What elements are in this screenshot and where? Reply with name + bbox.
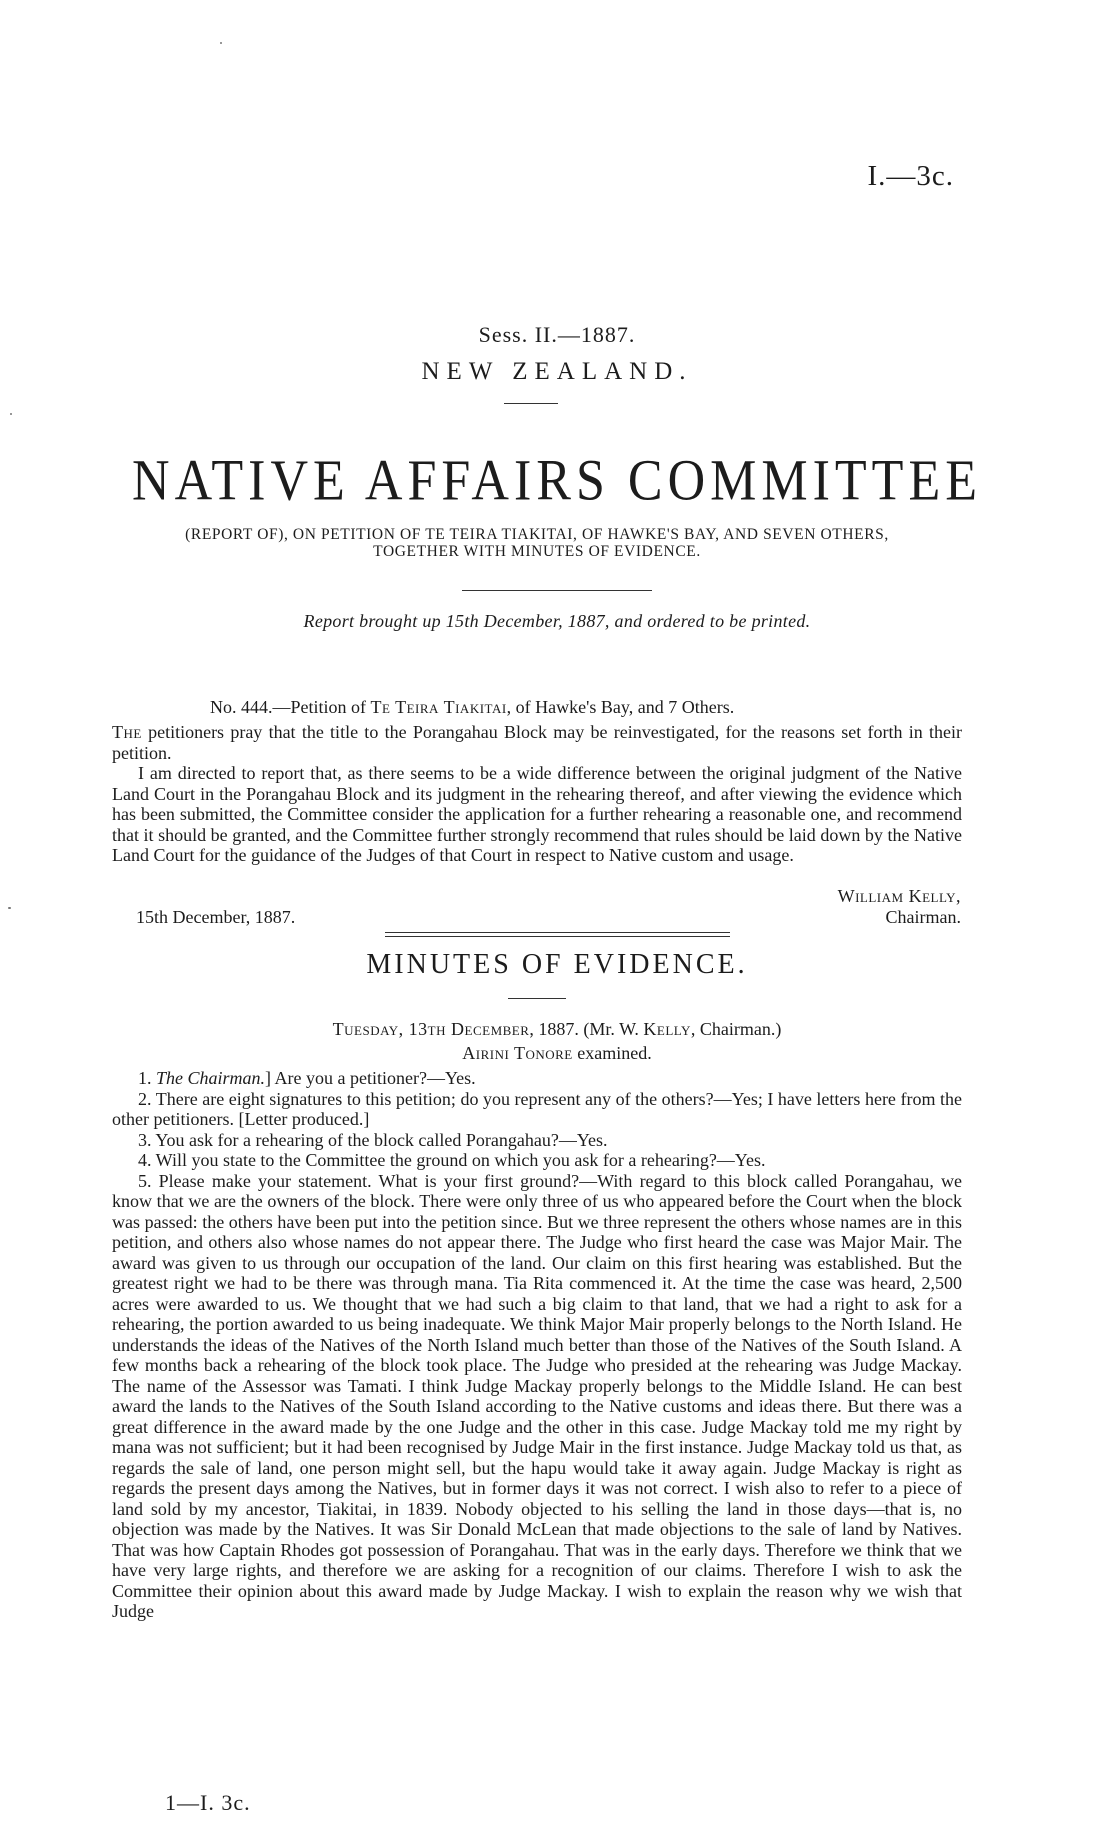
report-text: I am directed to report that, as there seems to be a wide difference between the original judgment of the Native Land Court in the Porangahau Block and its judgment in the rehearing thereof, and after viewing the evidence which has been submitted, the Committee consider the application for a further rehearing a reasonable one, and recommend that it should be granted, and the Committee further strongly recommend that rules should be laid down by the Native Land Court for the guidance of the Judges of that Court in respect to Native custom and usage. bbox=[112, 763, 962, 865]
page-reference: I.—3c. bbox=[867, 160, 954, 192]
scan-speck bbox=[10, 413, 12, 415]
question-text: ] Are you a petitioner?—Yes. bbox=[265, 1068, 476, 1088]
double-rule-bottom bbox=[385, 936, 730, 937]
divider-rule bbox=[504, 403, 558, 404]
prayer-text: petitioners pray that the title to the Porangahau Block may be reinvestigated, for the reasons set forth in their petition. bbox=[112, 722, 962, 763]
chairman-role: , Chairman.) bbox=[690, 1019, 782, 1039]
evidence-question: 3. You ask for a rehearing of the block called Porangahau?—Yes. bbox=[138, 1129, 608, 1150]
sitting-line bbox=[0, 1019, 1114, 1040]
report-note: Report brought up 15th December, 1887, and ordered to be printed. bbox=[303, 611, 811, 631]
witness-line bbox=[0, 1043, 1114, 1064]
document-subtitle bbox=[112, 526, 962, 560]
question-number: 1. bbox=[138, 1068, 156, 1088]
minutes-title: MINUTES OF EVIDENCE. bbox=[366, 949, 748, 980]
evidence-question: 5. Please make your statement. What is your first ground?—With regard to this block called Porangahau, we know that we are the owners of the block. There were only three of us who appeared before the Court when the block was passed: the others have been put into the petition since. But we three represent the others whose names are in this petition, and others also whose names do not appear there. The Judge who first heard the case was Major Mair. The award was given to us through our occupation of the land. Our claim on this first hearing was established. But the greatest right we had to be there was through mana. Tia Rita commenced it. At the time the case was heard, 2,500 acres were awarded to us. We thought that we had such a big claim to that land, that we had a right to ask for a rehearing, the portion awarded to us being inadequate. We think Major Mair properly belongs to the North Island. He understands the ideas of the Natives of the North Island much better than those of the Natives of the South Island. A few months back a rehearing of the block took place. The Judge who presided at the rehearing was Judge Mackay. The name of the Assessor was Tamati. I think Judge Mackay properly belongs to the Middle Island. He can best award the lands to the Natives of the South Island according to the Native customs and ideas there. But there was a great difference in the award made by the one Judge and the other in this case. Judge Mackay told me my right by mana was not sufficient; but it had been recognised by Judge Mair in the first instance. Judge Mackay told us that, as regards the sale of land, one person might sell, but the hapu would take it away again. Judge Mackay is right as regards the present days among the Natives, but in former days it was not correct. I wish also to refer to a piece of land sold by my ancestor, Tiakitai, in 1839. Nobody objected to his selling the land in those days—that is, no objection was made by the Natives. It was Sir Donald McLean that made objections to the sale of land by Natives. That was how Captain Rhodes got possession of Porangahau. That was in the early days. Therefore we think that we have very large rights, and therefore we are asking for a recognition of our claims. Therefore I wish to ask the Committee their opinion about this award made by Judge Mackay. I wish to explain the reason why we wish that Judge bbox=[112, 1170, 962, 1621]
evidence-question: 2. There are eight signatures to this petition; do you represent any of the others?—Yes; I have letters here from the other petitioners. [Letter produced.] bbox=[112, 1088, 962, 1129]
petitioner-name: Te Teira Tiakitai bbox=[370, 697, 507, 717]
petition-heading-prefix: No. 444.—Petition of bbox=[210, 697, 371, 717]
double-rule-top bbox=[385, 932, 730, 933]
subtitle-line: (REPORT OF), ON PETITION OF TE TEIRA TIAKITAI, OF HAWKE'S BAY, AND SEVEN OTHERS, bbox=[185, 526, 889, 543]
footer-reference: 1—I. 3c. bbox=[165, 1790, 251, 1815]
witness-status: examined. bbox=[572, 1043, 652, 1063]
evidence-question: 4. Will you state to the Committee the ground on which you ask for a rehearing?—Yes. bbox=[138, 1150, 766, 1170]
scan-speck bbox=[8, 907, 11, 909]
petition-heading-suffix: , of Hawke's Bay, and 7 Others. bbox=[506, 697, 735, 717]
evidence-body bbox=[112, 1068, 962, 1622]
petition-prayer bbox=[112, 722, 962, 763]
scan-speck bbox=[220, 42, 222, 44]
report-date: 15th December, 1887. bbox=[136, 907, 296, 927]
committee-report bbox=[112, 763, 962, 866]
subtitle-line: TOGETHER WITH MINUTES OF EVIDENCE. bbox=[373, 543, 701, 560]
chairman-name: Kelly bbox=[643, 1019, 691, 1039]
sitting-day: Tuesday, 13th December bbox=[332, 1019, 530, 1039]
prayer-lead-word: The bbox=[112, 722, 142, 742]
petition-heading bbox=[210, 697, 734, 718]
evidence-question bbox=[112, 1068, 962, 1089]
speaker-name: The Chairman. bbox=[156, 1068, 266, 1088]
witness-name: Airini Tonore bbox=[462, 1043, 573, 1063]
document-title: NATIVE AFFAIRS COMMITTEE bbox=[132, 449, 982, 513]
signer-title: Chairman. bbox=[885, 907, 961, 927]
sitting-year: , 1887. (Mr. W. bbox=[529, 1019, 644, 1039]
divider-rule bbox=[508, 998, 566, 999]
divider-rule bbox=[462, 590, 652, 591]
country-line: NEW ZEALAND. bbox=[421, 358, 693, 385]
signer-name: William Kelly, bbox=[837, 886, 961, 906]
session-line: Sess. II.—1887. bbox=[478, 322, 636, 347]
